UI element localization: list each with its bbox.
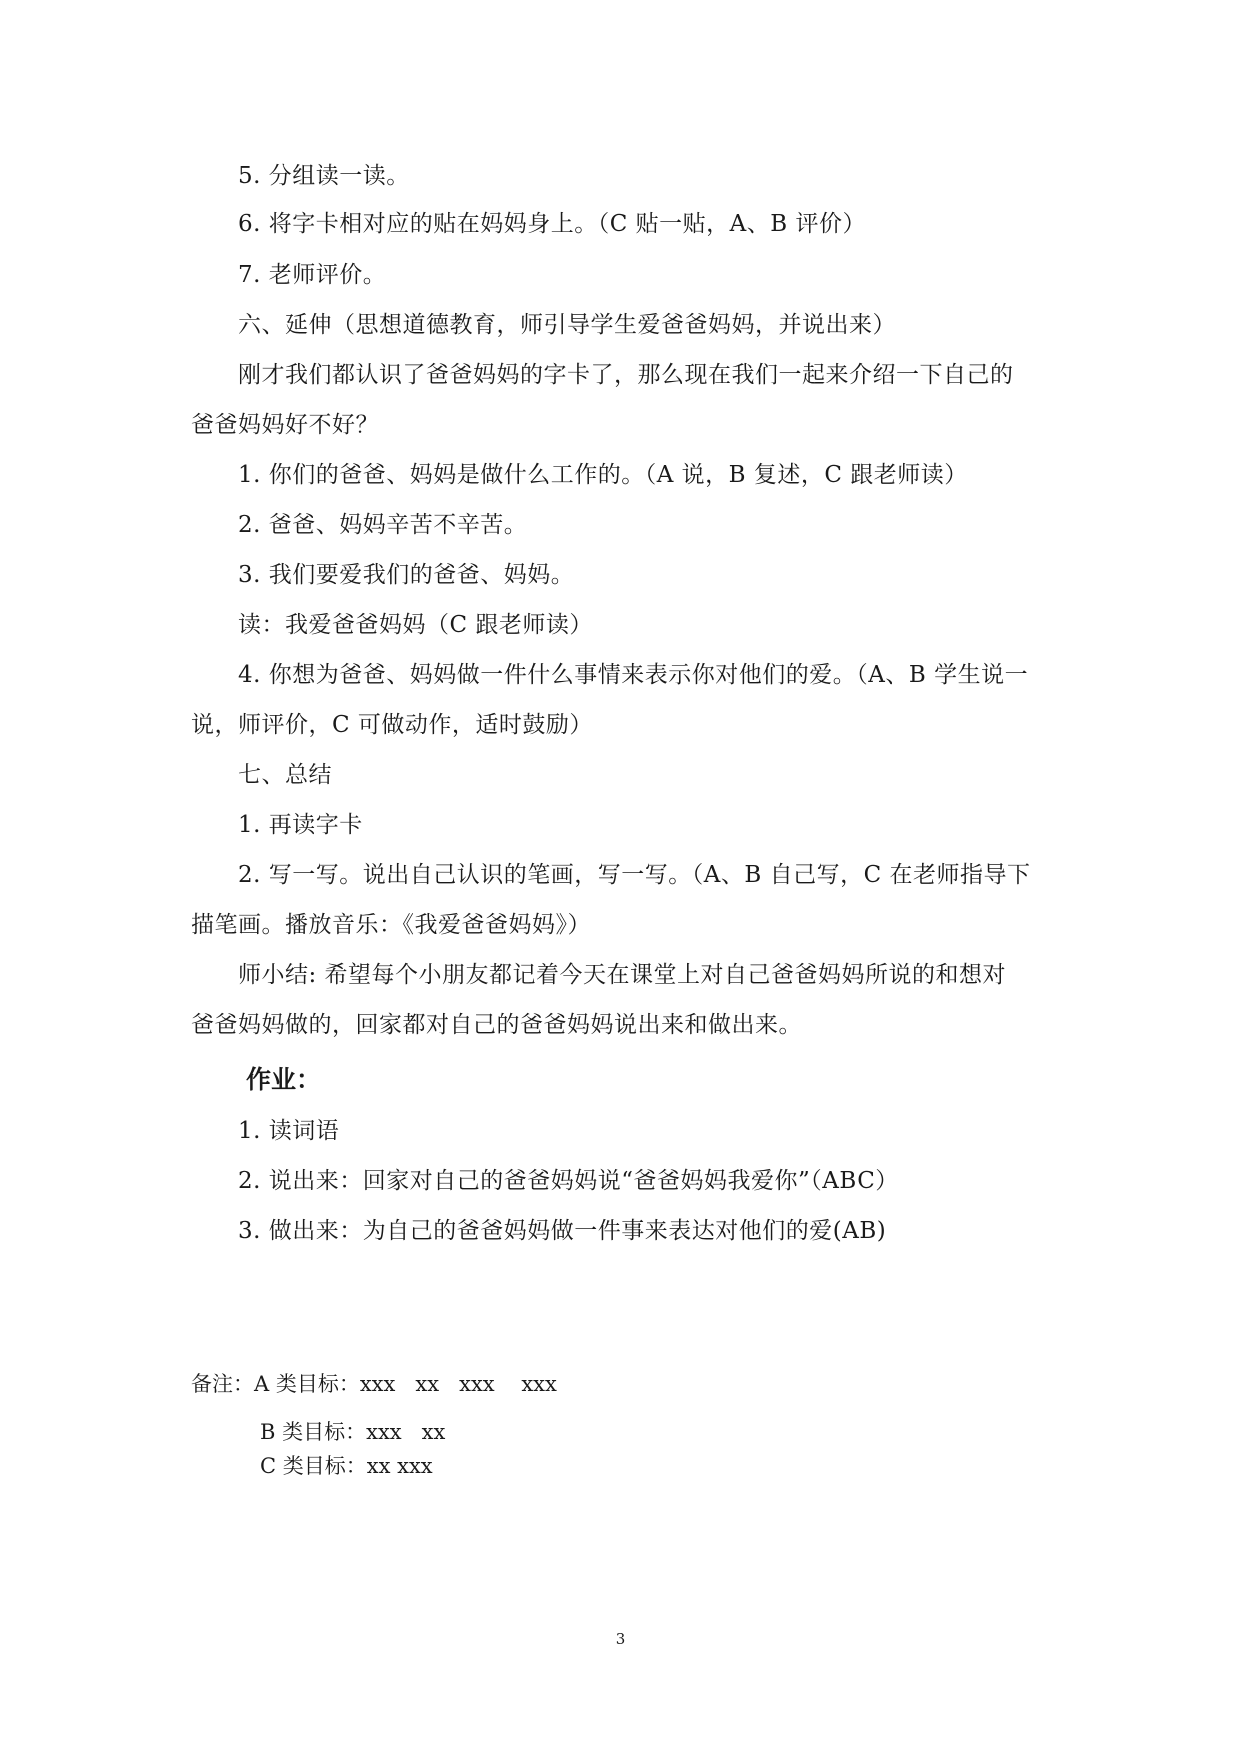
text-line: 读：我爱爸爸妈妈（C 跟老师读） bbox=[238, 612, 593, 638]
notes-tag: A 类目标： bbox=[254, 1372, 360, 1396]
text-line: 5. 分组读一读。 bbox=[238, 163, 410, 189]
text-line: 7. 老师评价。 bbox=[238, 262, 387, 288]
notes-values: xxx xx bbox=[366, 1420, 446, 1444]
page-number: 3 bbox=[615, 1630, 626, 1648]
text-line: 描笔画。播放音乐：《我爱爸爸妈妈》） bbox=[191, 912, 591, 938]
text-line: 爸爸妈妈做的，回家都对自己的爸爸妈妈说出来和做出来。 bbox=[191, 1012, 802, 1038]
text-line: 师小结: 希望每个小朋友都记着今天在课堂上对自己爸爸妈妈所说的和想对 bbox=[238, 962, 1007, 988]
notes-row-c bbox=[260, 1452, 433, 1480]
notes-row-b bbox=[260, 1418, 445, 1446]
text-line: 3. 我们要爱我们的爸爸、妈妈。 bbox=[238, 562, 575, 588]
text-line: 刚才我们都认识了爸爸妈妈的字卡了，那么现在我们一起来介绍一下自己的 bbox=[238, 362, 1014, 388]
notes-label: 备注： bbox=[191, 1372, 254, 1396]
notes-tag: B 类目标： bbox=[260, 1420, 367, 1444]
notes-tag: C 类目标： bbox=[260, 1454, 367, 1478]
homework-item: 3. 做出来：为自己的爸爸妈妈做一件事来表达对他们的爱(AB) bbox=[238, 1218, 887, 1244]
text-line: 2. 爸爸、妈妈辛苦不辛苦。 bbox=[238, 512, 528, 538]
text-line: 1. 再读字卡 bbox=[238, 812, 363, 838]
homework-title: 作业： bbox=[246, 1065, 322, 1094]
notes-values: xxx xx xxx xxx bbox=[359, 1372, 557, 1396]
section-heading-summary: 七、总结 bbox=[238, 762, 332, 788]
text-line: 2. 写一写。说出自己认识的笔画，写一写。（A、B 自己写，C 在老师指导下 bbox=[238, 862, 1031, 888]
text-line: 6. 将字卡相对应的贴在妈妈身上。（C 贴一贴，A、B 评价） bbox=[238, 211, 866, 237]
text-line: 4. 你想为爸爸、妈妈做一件什么事情来表示你对他们的爱。（A、B 学生说一 bbox=[238, 662, 1029, 688]
section-heading-extension: 六、延伸（思想道德教育，师引导学生爱爸爸妈妈，并说出来） bbox=[238, 312, 896, 338]
text-line: 爸爸妈妈好不好？ bbox=[191, 412, 379, 438]
text-line: 1. 你们的爸爸、妈妈是做什么工作的。（A 说，B 复述，C 跟老师读） bbox=[238, 462, 968, 488]
homework-item: 1. 读词语 bbox=[238, 1118, 340, 1144]
notes-values: xx xxx bbox=[366, 1454, 433, 1478]
text-line: 说，师评价，C 可做动作，适时鼓励） bbox=[191, 712, 593, 738]
notes-row-a bbox=[191, 1370, 557, 1398]
homework-item: 2. 说出来：回家对自己的爸爸妈妈说“爸爸妈妈我爱你”（ABC） bbox=[238, 1168, 899, 1194]
